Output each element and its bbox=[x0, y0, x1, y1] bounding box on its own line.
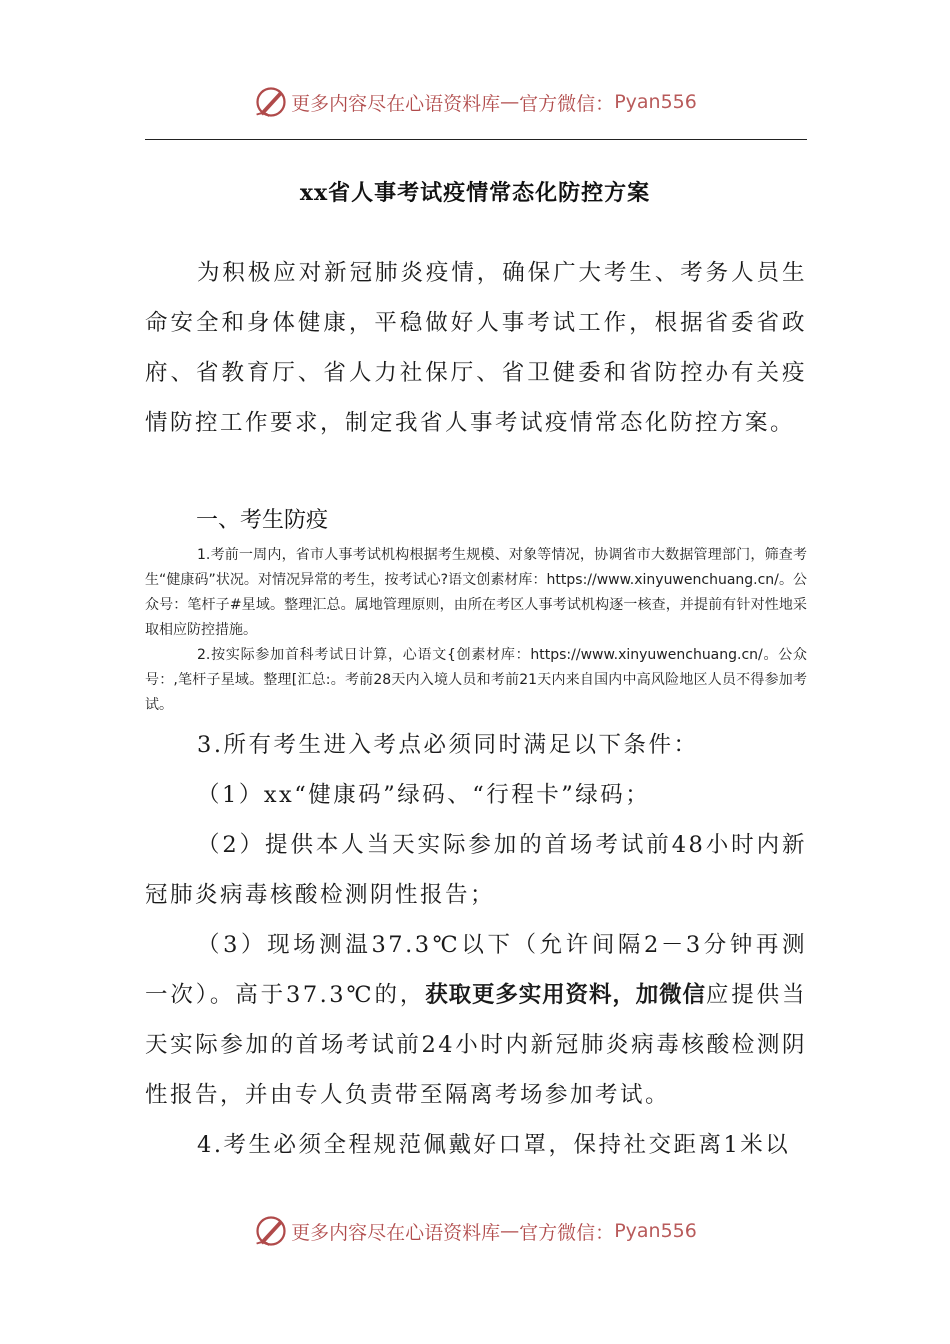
banner-dash: — bbox=[500, 91, 520, 113]
condition-3-part-1: （3）现场测温37.3℃以下（允许间隔2－3分钟再测一次）。高于37.3℃的， bbox=[145, 932, 807, 1008]
banner-wechat-label: 官方微信： bbox=[519, 92, 615, 115]
intro-paragraph: 为积极应对新冠肺炎疫情，确保广大考生、考务人员生命安全和身体健康，平稳做好人事考试工作，根据省委省政府、省教育厅、省人力社保厅、省卫健委和省防控办有关疫情防控工作要求，制定我省人事考试疫情常态化防控方案。 bbox=[145, 260, 807, 436]
footer-banner bbox=[0, 1211, 950, 1251]
condition-3 bbox=[145, 920, 807, 1120]
banner-wechat-id: Pyan556 bbox=[614, 91, 697, 113]
banner-dash: — bbox=[500, 1220, 520, 1242]
item-3-paragraph: 3.所有考生进入考点必须同时满足以下条件： bbox=[197, 732, 699, 758]
pen-logo-icon bbox=[253, 1213, 289, 1249]
conditions-section bbox=[145, 720, 807, 1170]
section-heading-candidate-prevention: 一、考生防疫 bbox=[196, 508, 329, 533]
condition-3-part-2: 应提供当天实际参加的首场考试前24小时内新冠肺炎病毒核酸检测阴性报告，并由专人负责带至隔离考场参加考试。 bbox=[145, 982, 807, 1108]
header-banner bbox=[0, 82, 950, 122]
item-2-paragraph: 2.按实际参加首科考试日计算，心语文{创素材库：https://www.xinyuwenchuang.cn/。公众号：,笔杆子星域。整理[汇总:。考前28天内入境人员和考前21天内来自国内中高风险地区人员不得参加考试。 bbox=[145, 647, 807, 713]
banner-wechat-label: 官方微信： bbox=[519, 1221, 615, 1244]
pen-logo-icon bbox=[253, 84, 289, 120]
banner-main-text: 更多内容尽在心语资料库 bbox=[291, 92, 501, 115]
promo-inline-text: 获取更多实用资料，加微信 bbox=[425, 982, 706, 1008]
item-4-paragraph: 4.考生必须全程规范佩戴好口罩，保持社交距离1米以 bbox=[197, 1132, 791, 1158]
condition-2: （2）提供本人当天实际参加的首场考试前48小时内新冠肺炎病毒核酸检测阴性报告； bbox=[145, 832, 807, 908]
condition-1: （1）xx“健康码”绿码、“行程卡”绿码； bbox=[197, 782, 651, 808]
document-title: xx省人事考试疫情常态化防控方案 bbox=[299, 180, 651, 206]
banner-main-text: 更多内容尽在心语资料库 bbox=[291, 1221, 501, 1244]
item-1-paragraph: 1.考前一周内，省市人事考试机构根据考生规模、对象等情况，协调省市大数据管理部门，筛查考生“健康码”状况。对情况异常的考生，按考试心?语文创素材库：https://www.xinyuwenchuang.cn/。公众号：笔杆子#星域。整理汇总。属地管理原则，由所在考区人事考试机构逐一核查，并提前有针对性地采取相应防控措施。 bbox=[145, 547, 807, 638]
banner-wechat-id: Pyan556 bbox=[614, 1220, 697, 1242]
header-divider bbox=[145, 139, 807, 140]
